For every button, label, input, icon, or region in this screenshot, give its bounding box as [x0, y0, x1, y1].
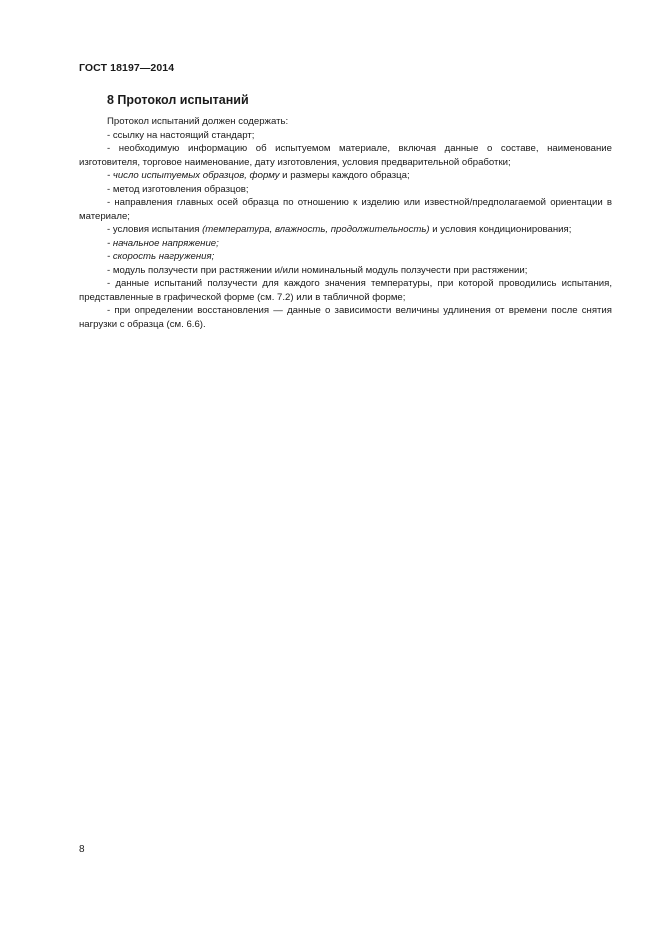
list-item-material-info: - необходимую информацию об испытуемом материале, включая данные о составе, наименование изготовителя, торговое наименование, дату изготовления, условия предварительной обработки;	[79, 143, 612, 168]
list-item-loading-rate	[79, 250, 612, 264]
list-item-loading-rate-italic: - скорость нагружения;	[107, 251, 215, 262]
list-item-specimen-count-italic: - число испытуемых образцов, форму	[107, 170, 280, 181]
list-item-initial-stress	[79, 237, 612, 251]
list-item-creep-data: - данные испытаний ползучести для каждого значения температуры, при которой проводились испытания, представленные в графической форме (см. 7.2) или в табличной форме;	[79, 278, 612, 303]
list-item-test-conditions-italic: (температура, влажность, продолжительность)	[202, 224, 430, 235]
list-item-initial-stress-italic: - начальное напряжение;	[107, 237, 219, 249]
list-item-axes-direction: - направления главных осей образца по отношению к изделию или известной/предполагаемой ориентации в материале;	[79, 197, 612, 222]
list-item-test-conditions-start: - условия испытания	[107, 224, 203, 235]
list-item-standard-reference: - ссылку на настоящий стандарт;	[107, 129, 255, 141]
list-item-recovery: - при определении восстановления — данные о зависимости величины удлинения от времени после снятия нагрузки с образца (см. 6.6).	[79, 305, 612, 330]
list-item-preparation-method: - метод изготовления образцов;	[107, 183, 249, 195]
list-item-creep-modulus: - модуль ползучести при растяжении и/или номинальный модуль ползучести при растяжении;	[107, 264, 528, 276]
list-intro: Протокол испытаний должен содержать:	[107, 116, 289, 127]
list-item-specimen-count-rest: и размеры каждого образца;	[279, 170, 410, 181]
section-title: 8 Протокол испытаний	[107, 93, 249, 107]
section-body	[79, 115, 612, 331]
list-item-test-conditions	[79, 223, 612, 237]
list-item-specimen-count	[79, 169, 612, 183]
list-item-test-conditions-end: и условия кондиционирования;	[429, 224, 572, 235]
document-code-header: ГОСТ 18197—2014	[79, 62, 175, 74]
page-number: 8	[79, 844, 85, 855]
